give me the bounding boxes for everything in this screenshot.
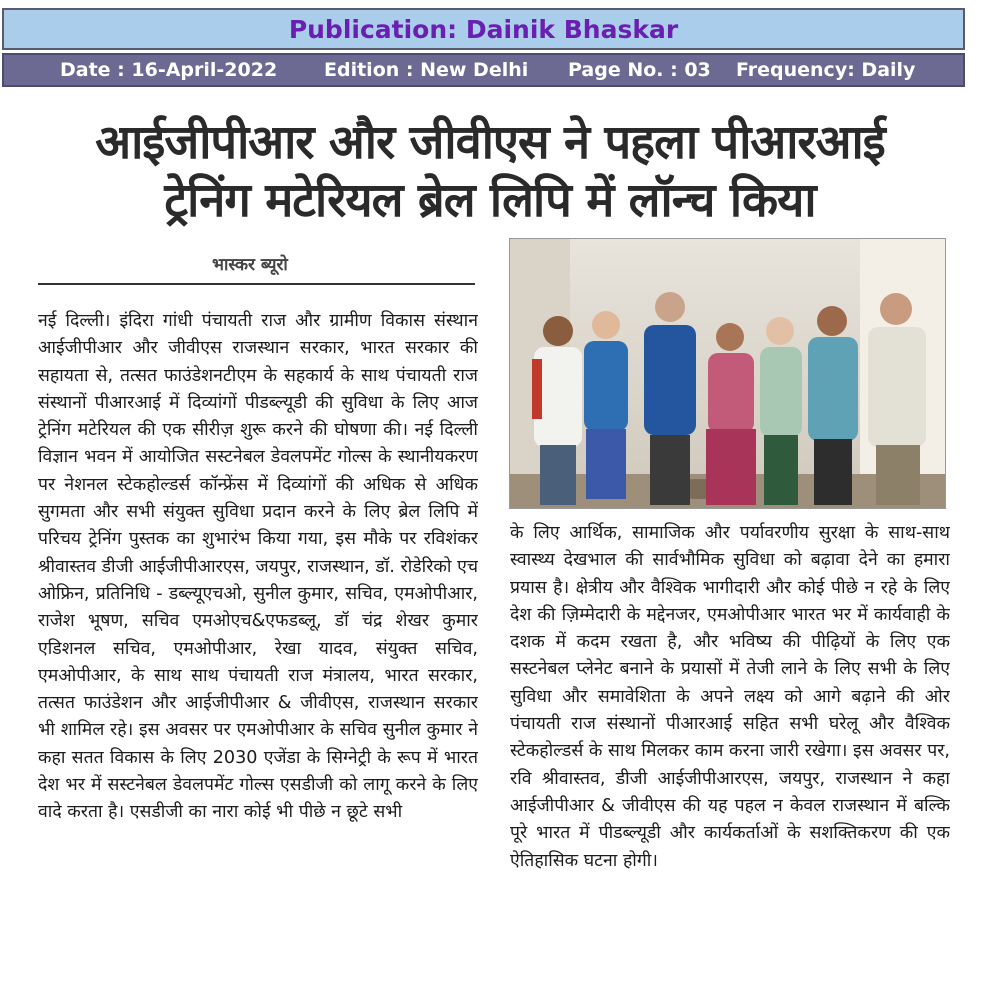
publication-page: Page No. : 03 [568,59,711,81]
publication-frequency: Frequency: Daily [736,59,916,81]
byline: भास्कर ब्यूरो [212,255,288,275]
article-body-right-column: के लिए आर्थिक, सामाजिक और पर्यावरणीय सुरक्षा के साथ-साथ स्वास्थ्य देखभाल की सार्वभौमिक सुविधा को बढ़ावा देने का हमारा प्रयास है। क्षेत्रीय और वैश्विक भागीदारी और कोई पीछे न रहे के लिए देश की ज़िम्मेदारी के मद्देनजर, एमओपीआर भारत भर में कार्यवाही के दशक में कदम रखता है, और भविष्य की पीढ़ियों के लिए एक सस्टनेबल प्लेनेट बनाने के प्रयासों में तेजी लाने के लिए सभी के लिए सुविधा और समावेशिता के अपने लक्ष्य को आगे बढ़ाने की ओर पंचायती राज संस्थानों पीआरआई सहित सभी घरेलू और वैश्विक स्टेकहोल्डर्स के साथ मिलकर काम करना जारी रखेगा। इस अवसर पर, रवि श्रीवास्तव, डीजी आईजीपीआरएस, जयपुर, राजस्थान ने कहा आईजीपीआर & जीवीएस की यह पहल न केवल राजस्थान में बल्कि पूरे भारत में पीडब्ल्यूडी और कार्यकर्ताओं के सशक्तिकरण की एक ऐतिहासिक घटना होगी। [510,523,950,871]
publication-title: Publication: Dainik Bhaskar [288,14,679,44]
publication-banner [2,8,965,50]
group-photo-illustration [510,239,946,509]
publication-edition: Edition : New Delhi [324,59,529,81]
headline-line-2: ट्रेनिंग मटेरियल ब्रेल लिपि में लॉन्च किया [164,173,816,228]
headline-line-1: आईजीपीआर और जीवीएस ने पहला पीआरआई [95,115,885,170]
publication-date: Date : 16-April-2022 [60,59,278,81]
byline-divider [38,283,475,285]
event-photo [509,238,946,509]
article-body-left-column: नई दिल्ली। इंदिरा गांधी पंचायती राज और ग्रामीण विकास संस्थान आईजीपीआर और जीवीएस राजस्थान सरकार, भारत सरकार की सहायता से, तत्सत फाउंडेशनटीएम के सहकार्य के साथ पंचायती राज संस्थानों पीआरआई में दिव्यांगों पीडब्ल्यूडी की सुविधा के लिए आज ट्रेनिंग मटेरियल की एक सीरीज़ शुरू करने की घोषणा की। नई दिल्ली विज्ञान भवन में आयोजित सस्टनेबल डेवलपमेंट गोल्स के स्थानीयकरण पर नेशनल स्टेकहोल्डर्स कॉन्फ्रेंस में दिव्यांगों की अधिक से अधिक सुगमता और सभी संयुक्त सुविधा प्रदान करने के लिए ब्रेल लिपि में परिचय ट्रेनिंग पुस्तक का शुभारंभ किया गया, इस मौके पर रविशंकर श्रीवास्तव डीजी आईजीपीआरएस, जयपुर, राजस्थान, डॉ. रोडेरिको एच ओफ्रिन, प्रतिनिधि - डब्ल्यूएचओ, सुनील कुमार, सचिव, एमओपीआर, राजेश भूषण, सचिव एमओएच&एफडब्लू, डॉ चंद्र शेखर कुमार एडिशनल सचिव, एमओपीआर, रेखा यादव, संयुक्त सचिव, एमओपीआर, के साथ साथ पंचायती राज मंत्रालय, भारत सरकार, तत्सत फाउंडेशन और आईजीपीआर & जीवीएस, राजस्थान सरकार भी शामिल रहे। इस अवसर पर एमओपीआर के सचिव सुनील कुमार ने कहा सतत विकास के लिए 2030 एजेंडा के सिग्नेट्री के रूप में भारत देश भर में सस्टनेबल डेवलपमेंट गोल्स एसडीजी को लागू करने के लिए वादे करता है। एसडीजी का नारा कोई भी पीछे न छूटे सभी [38,311,478,823]
publication-info-bar [2,53,965,87]
